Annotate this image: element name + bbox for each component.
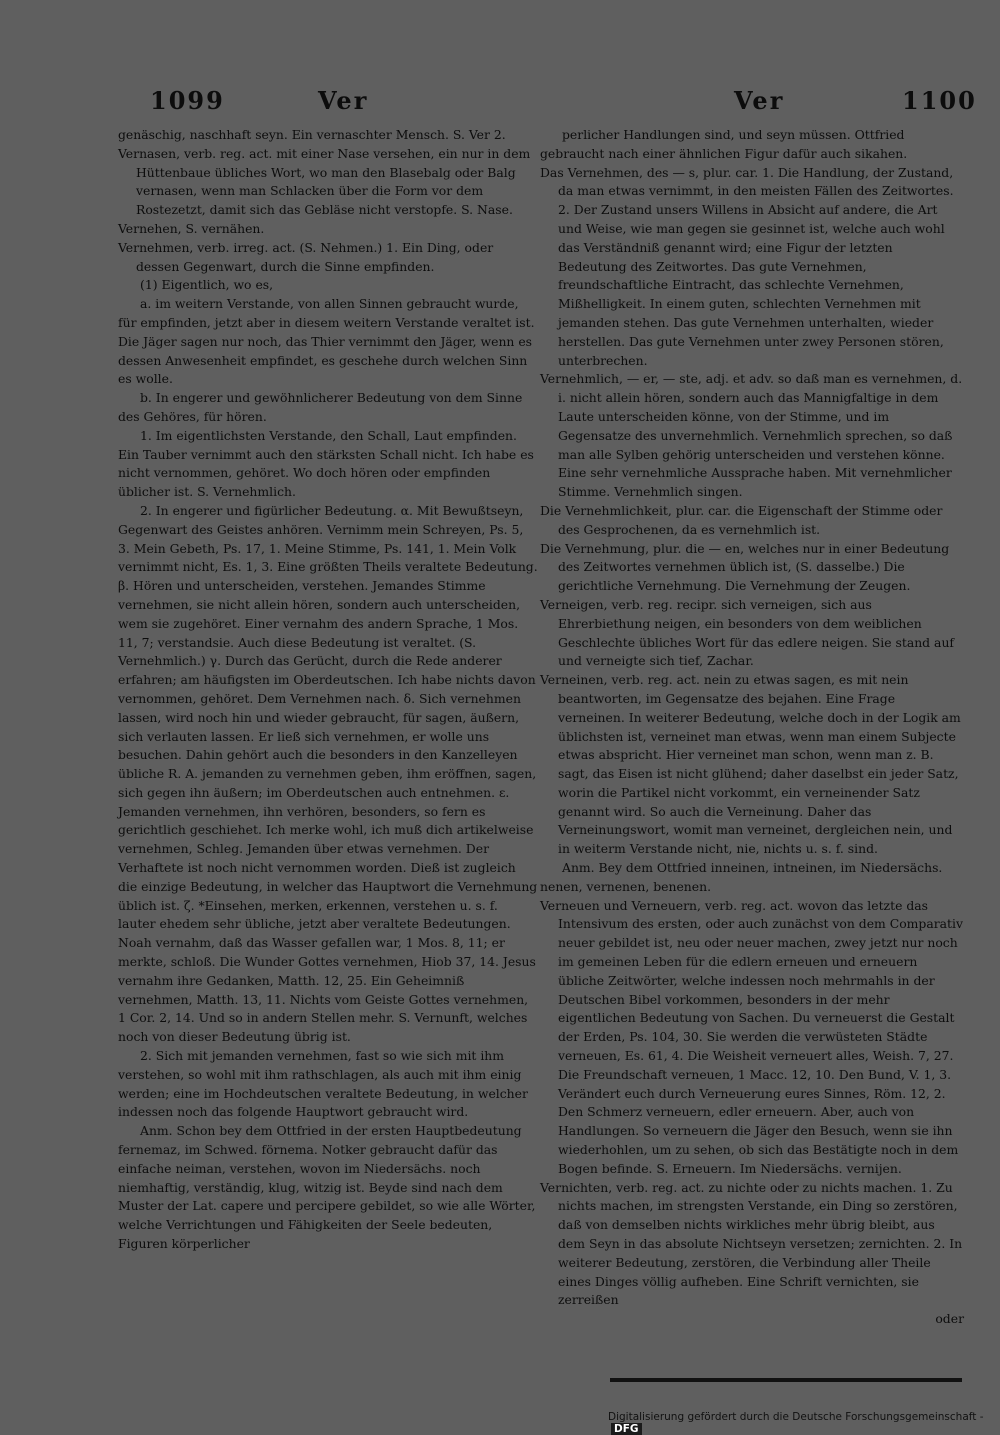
entry-verneigen: Verneigen, verb. reg. recipr. sich verneigen, sich aus Ehrerbiethung neigen, ein besonders von dem weiblichen Geschlechte übliches Wort für das edlere neigen. Sie stand auf und verneigte sich tief, Zachar. <box>540 596 955 669</box>
entry-verneuen: Verneuen und Verneuern, verb. reg. act. wovon das letzte das Intensivum des ersten, oder auch zunächst von dem Comparativ neuer gebildet ist, neu oder neuer machen, zwey jetzt nur noch im gemeinen Leben für die edlern erneuen und erneuern übliche Zeitwörter, welche indessen noch mehrmahls in der Deutschen Bibel vorkommen, besonders in der mehr eigentlichen Bedeutung von Sachen. Du verneuerst die Gestalt der Erden, Ps. 104, 30. Sie werden die verwüsteten Städte verneuen, Es. 61, 4. Die Weisheit verneuert alles, Weish. 7, 27. Die Freundschaft verneuen, 1 Macc. 12, 10. Den Bund, V. 1, 3. Verändert euch durch Verneuerung eures Sinnes, Röm. 12, 2. Den Schmerz verneuern, edler erneuern. Aber, auch von Handlungen. So verneuern die Jäger den Besuch, wenn sie ihn wiederhohlen, um zu sehen, ob sich das Bestätigte noch in dem Bogen befinde. S. Erneuern. Im Niedersächs. vernijen. <box>540 897 963 1176</box>
entry-vernehmung: Die Vernehmung, plur. die — en, welches nur in einer Bedeutung des Zeitwortes vernehmen üblich ist, (S. dasselbe.) Die gerichtliche Vernehmung. Die Vernehmung der Zeugen. <box>540 540 950 594</box>
paragraph: 2. In engerer und figürlicher Bedeutung. α. Mit Bewußtseyn, Gegenwart des Geistes anhören. Vernimm mein Schreyen, Ps. 5, 3. Mein Gebeth, Ps. 17, 1. Meine Stimme, Ps. 141, 1. Mein Volk vernimmt nicht, Es. 1, 3. Eine größten Theils veraltete Bedeutung. β. Hören und unterscheiden, verstehen. Jemandes Stimme vernehmen, sie nicht allein hören, sondern auch unterscheiden, wem sie zugehöret. Einer vernahm des andern Sprache, 1 Mos. 11, 7; verstandsie. Auch diese Bedeutung ist veraltet. (S. Vernehmlich.) γ. Durch das Gerücht, durch die Rede anderer erfahren; am häufigsten im Oberdeutschen. Ich habe nichts davon vernommen, gehöret. Dem Vernehmen nach. δ. Sich vernehmen lassen, wird noch hin und wieder gebraucht, für sagen, äußern, sich verlauten lassen. Er ließ sich vernehmen, er wolle uns besuchen. Dahin gehört auch die besonders in den Kanzelleyen übliche R. A. jemanden zu vernehmen geben, ihm eröffnen, sagen, sich gegen ihn äußern; im Oberdeutschen auch entnehmen. ε. Jemanden vernehmen, ihn verhören, besonders, so fern es gerichtlich geschiehet. Ich merke wohl, ich muß dich artikelweise vernehmen, Schleg. Jemanden über etwas vernehmen. Der Verhaftete ist noch nicht vernommen worden. Dieß ist zugleich die einzige Bedeutung, in welcher das Hauptwort die Vernehmung üblich ist. ζ. *Einsehen, merken, erkennen, verstehen u. s. f. lauter ehedem sehr übliche, jetzt aber veraltete Bedeutungen. Noah vernahm, daß das Wasser gefallen war, 1 Mos. 8, 11; er merkte, schloß. Die Wunder Gottes vernehmen, Hiob 37, 14. Jesus vernahm ihre Gedanken, Matth. 12, 25. Ein Geheimniß vernehmen, Matth. 13, 11. Nichts vom Geiste Gottes vernehmen, 1 Cor. 2, 14. Und so in andern Stellen mehr. S. Vernunft, welches noch von dieser Bedeutung übrig ist. <box>118 502 538 1045</box>
page-number-right: 1100 <box>902 86 977 115</box>
paragraph: perlicher Handlungen sind, und seyn müssen. Ottfried gebraucht nach einer ähnlichen Figur dafür auch sikahen. <box>540 127 908 161</box>
paragraph: a. im weitern Verstande, von allen Sinnen gebraucht wurde, für empfinden, jetzt aber in diesem weitern Verstande veraltet ist. Die Jäger sagen nur noch, das Thier vernimmt den Jäger, wenn es dessen Anwesenheit empfindet, es geschehe durch welchen Sinn es wolle. <box>118 296 535 387</box>
entry-vernasen: Vernasen, verb. reg. act. mit einer Nase versehen, ein nur in dem Hüttenbaue übliches Wort, wo man den Blasebalg oder Balg vernasen, wenn man Schlacken über die Form vor dem Rostezetzt, damit sich das Gebläse nicht verstopfe. S. Nase. <box>118 145 531 218</box>
bottom-rule <box>610 1378 962 1382</box>
entry-das-vernehmen: Das Vernehmen, des — s, plur. car. 1. Die Handlung, der Zustand, da man etwas vernimmt, in den meisten Fällen des Zeitwortes. 2. Der Zustand unsers Willens in Absicht auf andere, die Art und Weise, wie man gegen sie gesinnet ist, welche auch wohl das Verständniß genannt wird; eine Figur der letzten Bedeutung des Zeitwortes. Das gute Vernehmen, freundschaftliche Eintracht, das schlechte Vernehmen, Mißhelligkeit. In einem guten, schlechten Vernehmen mit jemanden stehen. Das gute Vernehmen unterhalten, wieder herstellen. Das gute Vernehmen unter zwey Personen stören, unterbrechen. <box>540 164 954 368</box>
funding-footer <box>608 1411 1000 1435</box>
entry-vernehmlichkeit: Die Vernehmlichkeit, plur. car. die Eigenschaft der Stimme oder des Gesprochenen, da es vernehmlich ist. <box>540 502 943 537</box>
dfg-logo-icon: DFG <box>611 1423 642 1435</box>
catchword: oder <box>935 1311 964 1327</box>
paragraph: b. In engerer und gewöhnlicherer Bedeutung von dem Sinne des Gehöres, für hören. <box>118 390 523 424</box>
entry-verneinen: Verneinen, verb. reg. act. nein zu etwas sagen, es mit nein beantworten, im Gegensatze des bejahen. Eine Frage verneinen. In weiterer Bedeutung, welche doch in der Logik am üblichsten ist, verneinet man etwas, wenn man einem Subjecte etwas abspricht. Hier verneinet man schon, wenn man z. B. sagt, das Eisen ist nicht glühend; daher daselbst ein jeder Satz, worin die Partikel nicht vorkommt, ein verneinender Satz genannt wird. So auch die Verneinung. Daher das Verneinungswort, womit man verneinet, dergleichen nein, und in weiterm Verstande nicht, nie, nichts u. s. f. sind. <box>540 672 961 857</box>
entry-vernehen: Vernehen, S. vernähen. <box>118 220 265 236</box>
paragraph: 2. Sich mit jemanden vernehmen, fast so wie sich mit ihm verstehen, so wohl mit ihm rathschlagen, als auch mit ihm einig werden; eine im Hochdeutschen veraltete Bedeutung, in welcher indessen noch das folgende Hauptwort gebraucht wird. <box>118 1048 528 1120</box>
running-head-right: Ver <box>734 86 785 115</box>
annotation: Anm. Bey dem Ottfried inneinen, intneinen, im Niedersächs. nenen, vernenen, benenen. <box>540 860 943 894</box>
footer-text: Digitalisierung gefördert durch die Deutsche Forschungsgemeinschaft - <box>608 1411 984 1423</box>
paragraph: (1) Eigentlich, wo es, <box>140 277 274 293</box>
page-number-left: 1099 <box>150 86 225 115</box>
running-head-left: Ver <box>318 86 369 115</box>
entry-vernehmlich: Vernehmlich, — er, — ste, adj. et adv. so daß man es vernehmen, d. i. nicht allein hören, sondern auch das Mannigfaltige in dem Laute unterscheiden könne, von der Stimme, und im Gegensatze des unvernehmlich. Vernehmlich sprechen, so daß man alle Sylben gehörig unterscheiden und verstehen könne. Eine sehr vernehmliche Aussprache haben. Mit vernehmlicher Stimme. Vernehmlich singen. <box>540 371 963 500</box>
paragraph: 1. Im eigentlichsten Verstande, den Schall, Laut empfinden. Ein Tauber vernimmt auch den stärksten Schall nicht. Ich habe es nicht vernommen, gehöret. Wo doch hören oder empfinden üblicher ist. S. Vernehmlich. <box>118 427 534 500</box>
right-column <box>540 126 964 1329</box>
entry-vernehmen: Vernehmen, verb. irreg. act. (S. Nehmen.) 1. Ein Ding, oder dessen Gegenwart, durch die Sinne empfinden. <box>118 239 494 274</box>
entry-vernichten: Vernichten, verb. reg. act. zu nichte oder zu nichts machen. 1. Zu nichts machen, im strengsten Verstande, ein Ding so zerstören, daß von demselben nichts wirkliches mehr übrig bleibt, aus dem Seyn in das absolute Nichtseyn versetzen; zernichten. 2. In weiterer Bedeutung, zerstören, die Verbindung aller Theile eines Dinges völlig aufheben. Eine Schrift vernichten, sie zerreißen <box>540 1179 963 1308</box>
annotation: Anm. Schon bey dem Ottfried in der ersten Hauptbedeutung fernemaz, im Schwed. förnema. Notker gebraucht dafür das einfache neiman, verstehen, wovon im Niedersächs. noch niemhaftig, verständig, klug, witzig ist. Beyde sind nach dem Muster der Lat. capere und percipere gebildet, so wie alle Wörter, welche Verrichtungen und Fähigkeiten der Seele bedeuten, Figuren körperlicher <box>118 1123 536 1252</box>
left-column <box>118 126 538 1254</box>
paragraph: genäschig, naschhaft seyn. Ein vernaschter Mensch. S. Ver 2. <box>118 127 506 142</box>
